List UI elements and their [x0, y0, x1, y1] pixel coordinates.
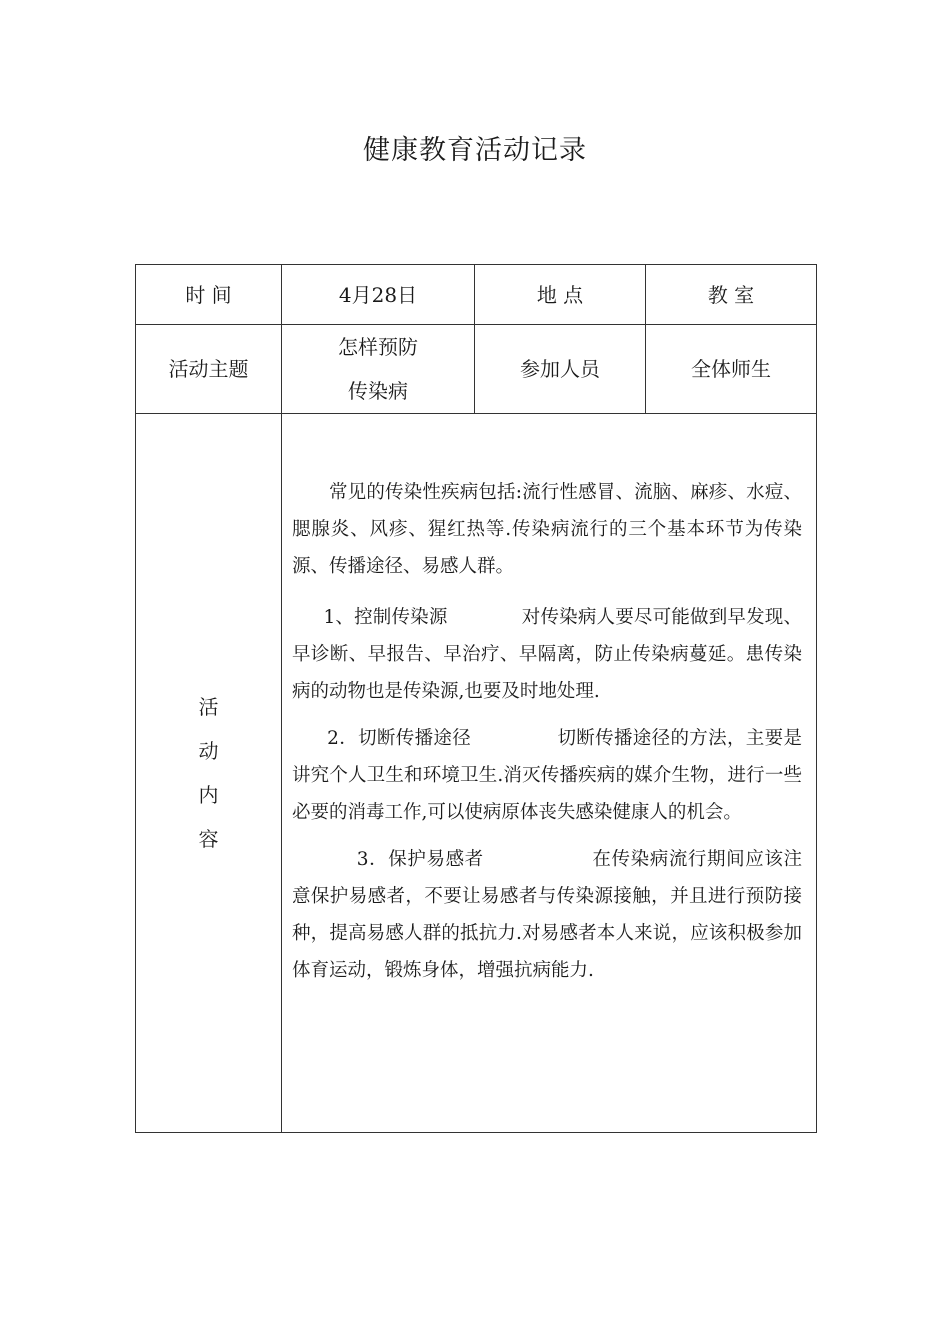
content-item-3 [292, 841, 802, 989]
place-label: 地 点 [475, 265, 646, 325]
table-row [136, 414, 817, 1133]
item-heading: 3．保护易感者 [356, 849, 484, 870]
content-label-cell [136, 414, 282, 1133]
item-heading: 2．切断传播途径 [327, 728, 472, 749]
content-label: 活动内容 [198, 695, 219, 851]
participants-label: 参加人员 [475, 325, 646, 414]
content-intro: 常见的传染性疾病包括:流行性感冒、流脑、麻疹、水痘、腮腺炎、风疹、猩红热等.传染病流行的三个基本环节为传染源、传播途径、易感人群。 [292, 482, 802, 577]
theme-value [282, 325, 475, 414]
time-label: 时 间 [136, 265, 282, 325]
theme-value-line1: 怎样预防 [338, 335, 418, 359]
item-heading: 1、控制传染源 [323, 607, 448, 628]
table-row [136, 265, 817, 325]
activity-record-table [135, 264, 817, 1133]
item-text: 切断传播途径的方法，主要是讲究个人卫生和环境卫生.消灭传播疾病的媒介生物，进行一些必要的消毒工作,可以使病原体丧失感染健康人的机会。 [292, 728, 802, 823]
page-title: 健康教育活动记录 [363, 135, 587, 166]
theme-label: 活动主题 [136, 325, 282, 414]
content-item-1 [292, 599, 802, 710]
table-row [136, 325, 817, 414]
time-value: 4月28日 [282, 265, 475, 325]
content-item-2 [292, 720, 802, 831]
participants-value: 全体师生 [646, 325, 817, 414]
theme-value-line2: 传染病 [348, 379, 408, 403]
item-text: 对传染病人要尽可能做到早发现、早诊断、早报告、早治疗、早隔离，防止传染病蔓延。患传染病的动物也是传染源,也要及时地处理. [292, 607, 802, 702]
content-cell [282, 414, 817, 1133]
item-text: 在传染病流行期间应该注意保护易感者，不要让易感者与传染源接触，并且进行预防接种，提高易感人群的抵抗力.对易感者本人来说，应该积极参加体育运动，锻炼身体，增强抗病能力. [292, 849, 802, 981]
place-value: 教 室 [646, 265, 817, 325]
